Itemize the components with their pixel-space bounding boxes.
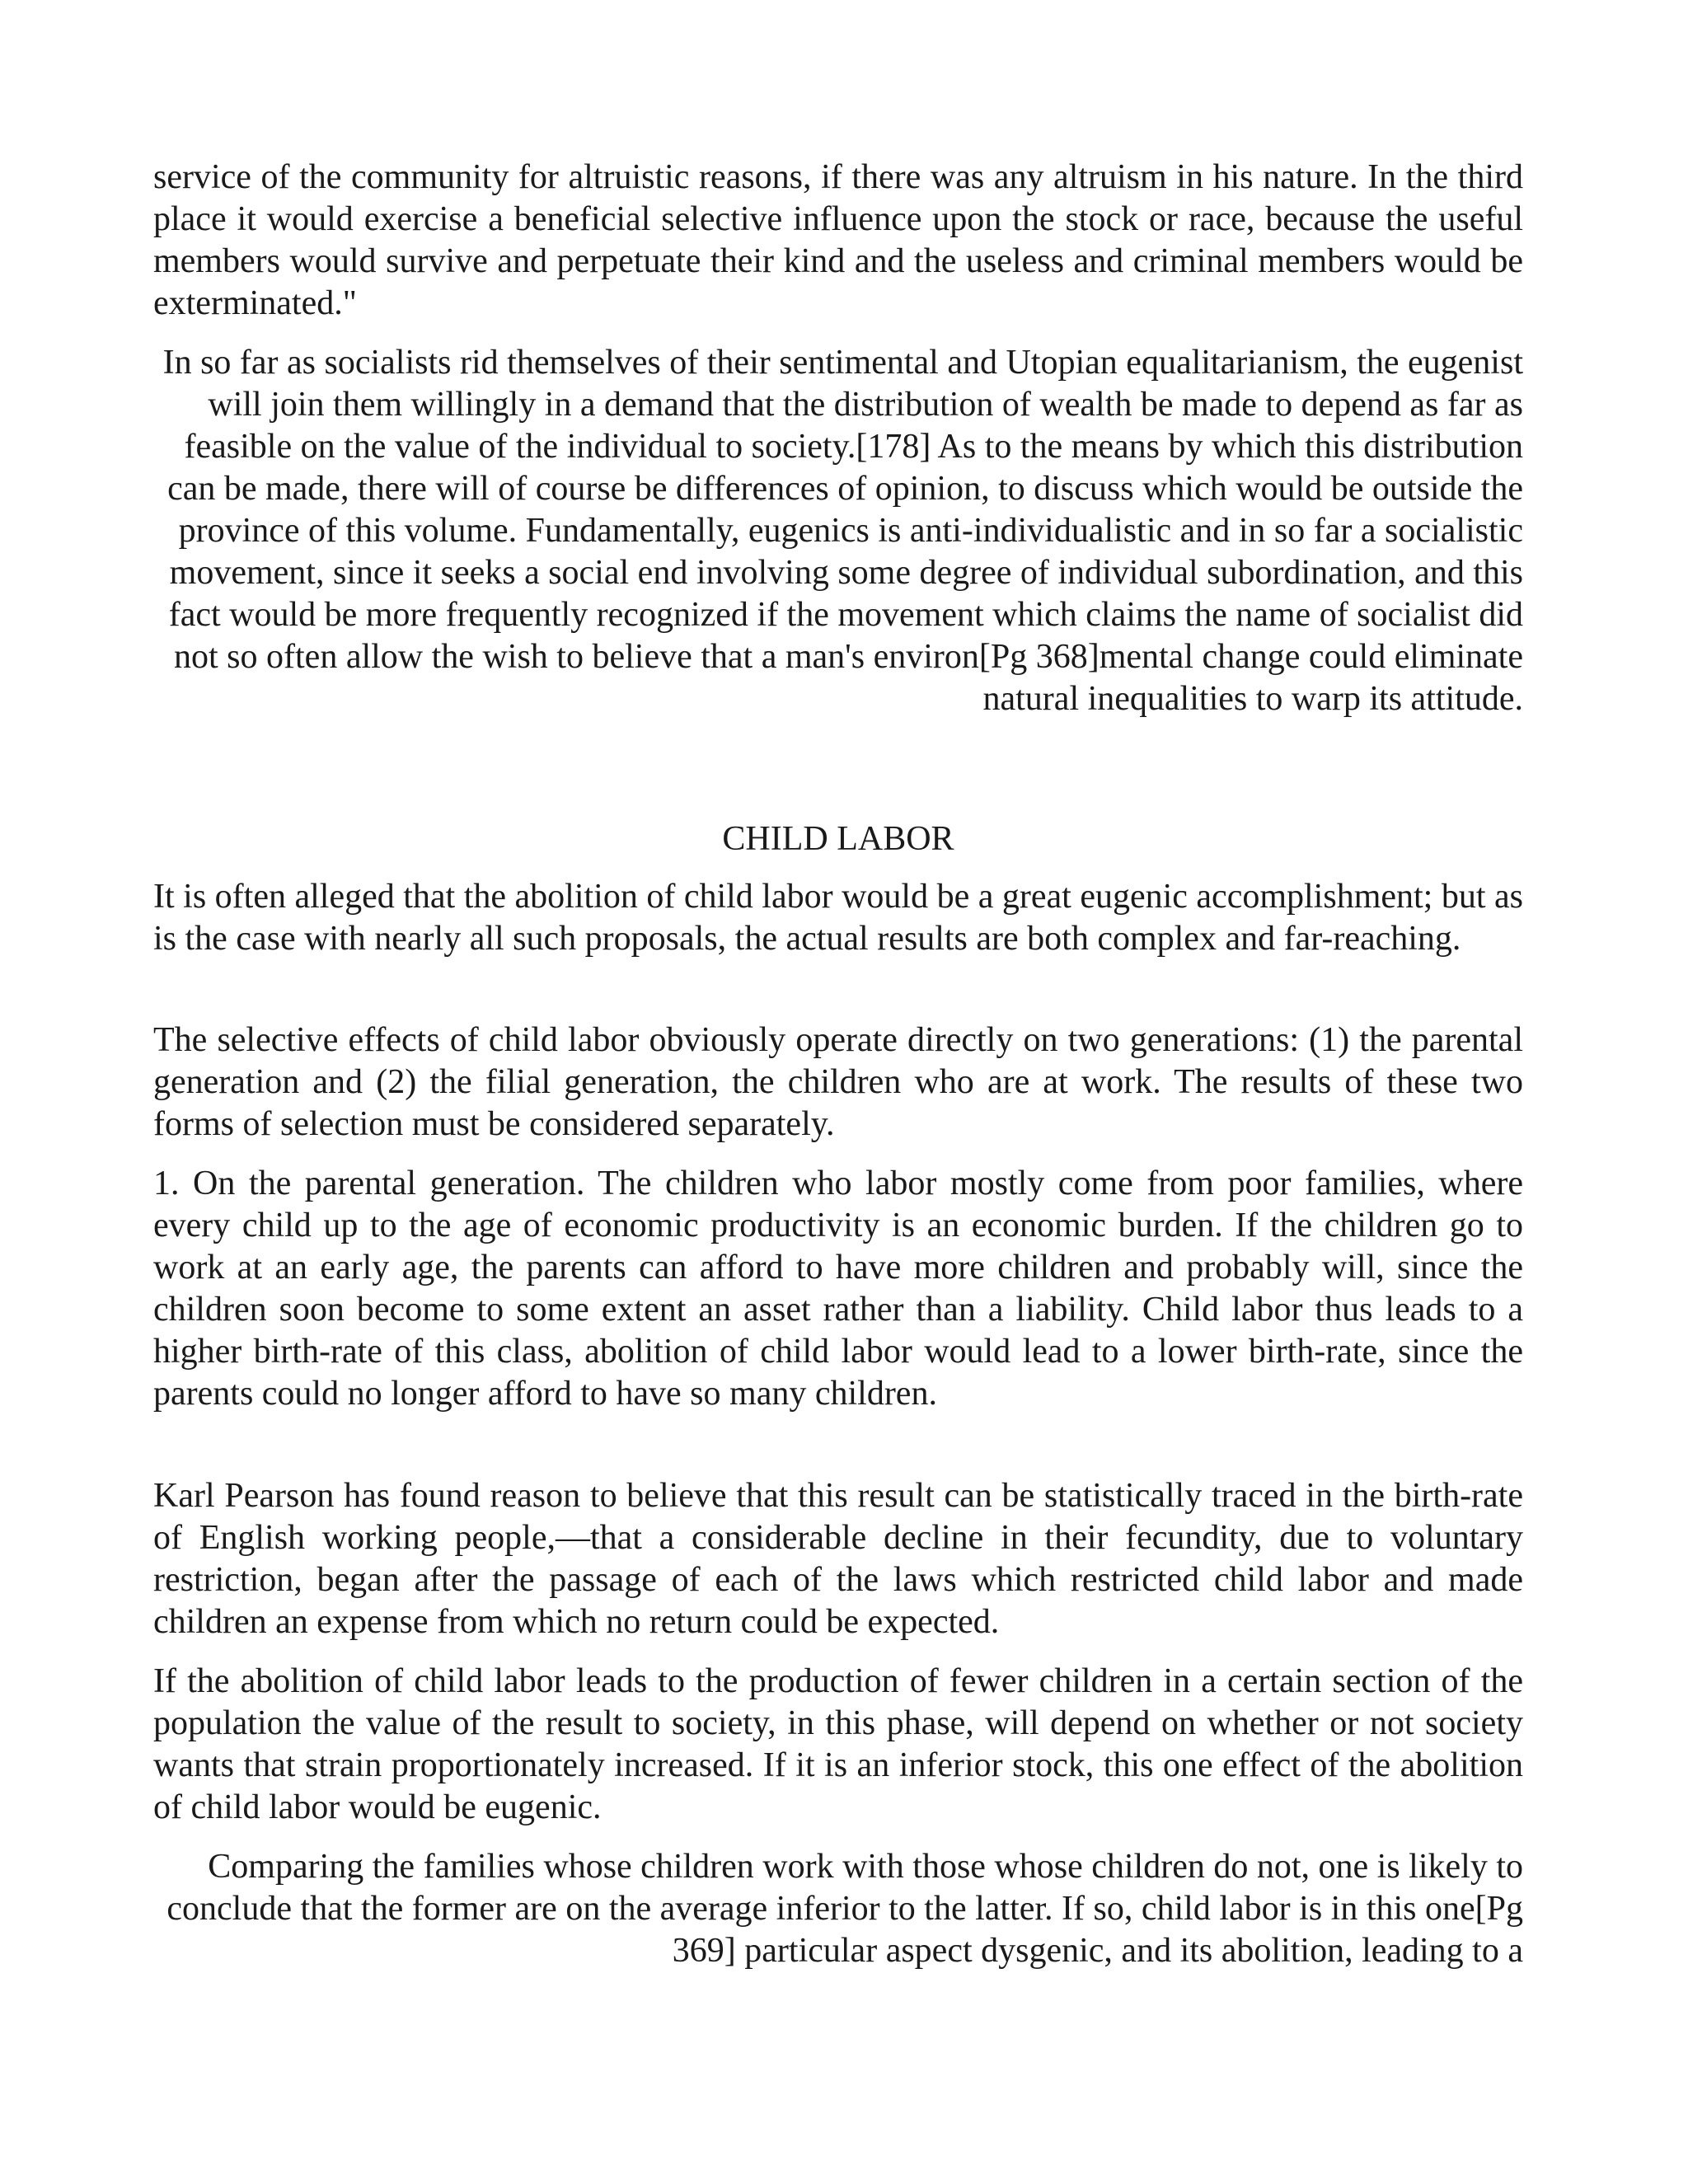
paragraph-comparing-families: Comparing the families whose children work with those whose children do not, one is likely to conclude that the former are on the average inferior to the latter. If so, child labor is in this one[Pg 369] particular aspect dysgenic, and its abolition, leading to a — [166, 1848, 1523, 1970]
paragraph-parental-generation: 1. On the parental generation. The children who labor mostly come from poor families, where every child up to the age of economic productivity is an economic burden. If the children go to work at an early age, the parents can afford to have more children and probably will, since the children soon become to some extent an asset rather than a liability. Child labor thus leads to a higher birth-rate of this class, abolition of child labor would lead to a lower birth-rate, since the parents could no longer afford to have so many children. — [153, 1165, 1523, 1413]
paragraph-socialists: In so far as socialists rid themselves of their sentimental and Utopian equalitarianism, the eugenist will join them willingly in a demand that the distribution of wealth be made to depend as far as feasible on the value of the individual to society.[178] As to the means by which this distribution can be made, there will of course be differences of opinion, to discuss which would be outside the province of this volume. Fundamentally, eugenics is anti-individualistic and in so far a socialistic movement, since it seeks a social end involving some degree of individual subordination, and this fact would be more frequently recognized if the movement which claims the name of socialist did not so often allow the wish to believe that a man's environ[Pg 368]mental change could eliminate natural inequalities to warp its attitude. — [162, 344, 1523, 718]
paragraph-altruism: service of the community for altruistic reasons, if there was any altruism in his nature. In the third place it would exercise a beneficial selective influence upon the stock or race, because the useful members would survive and perpetuate their kind and the useless and criminal members would be exterminated." — [153, 158, 1523, 322]
paragraph-fewer-children: If the abolition of child labor leads to the production of fewer children in a certain section of the population the value of the result to society, in this phase, will depend on whether or not society wants that strain proportionately increased. If it is an inferior stock, this one effect of the abolition of child labor would be eugenic. — [153, 1662, 1523, 1826]
section-heading-child-labor: CHILD LABOR — [722, 820, 954, 858]
paragraph-karl-pearson: Karl Pearson has found reason to believe that this result can be statistically traced in the birth-rate of English working people,—that a considerable decline in their fecundity, due to voluntary restriction, began after the passage of each of the laws which restricted child labor and made children an expense from which no return could be expected. — [153, 1477, 1523, 1641]
paragraph-abolition-claim: It is often alleged that the abolition of child labor would be a great eugenic accomplishment; but as is the case with nearly all such proposals, the actual results are both complex and far-reaching. — [153, 878, 1523, 958]
paragraph-selective-effects: The selective effects of child labor obviously operate directly on two generations: (1) the parental generation and (2) the filial generation, the children who are at work. The results of these two forms of selection must be considered separately. — [153, 1021, 1523, 1143]
